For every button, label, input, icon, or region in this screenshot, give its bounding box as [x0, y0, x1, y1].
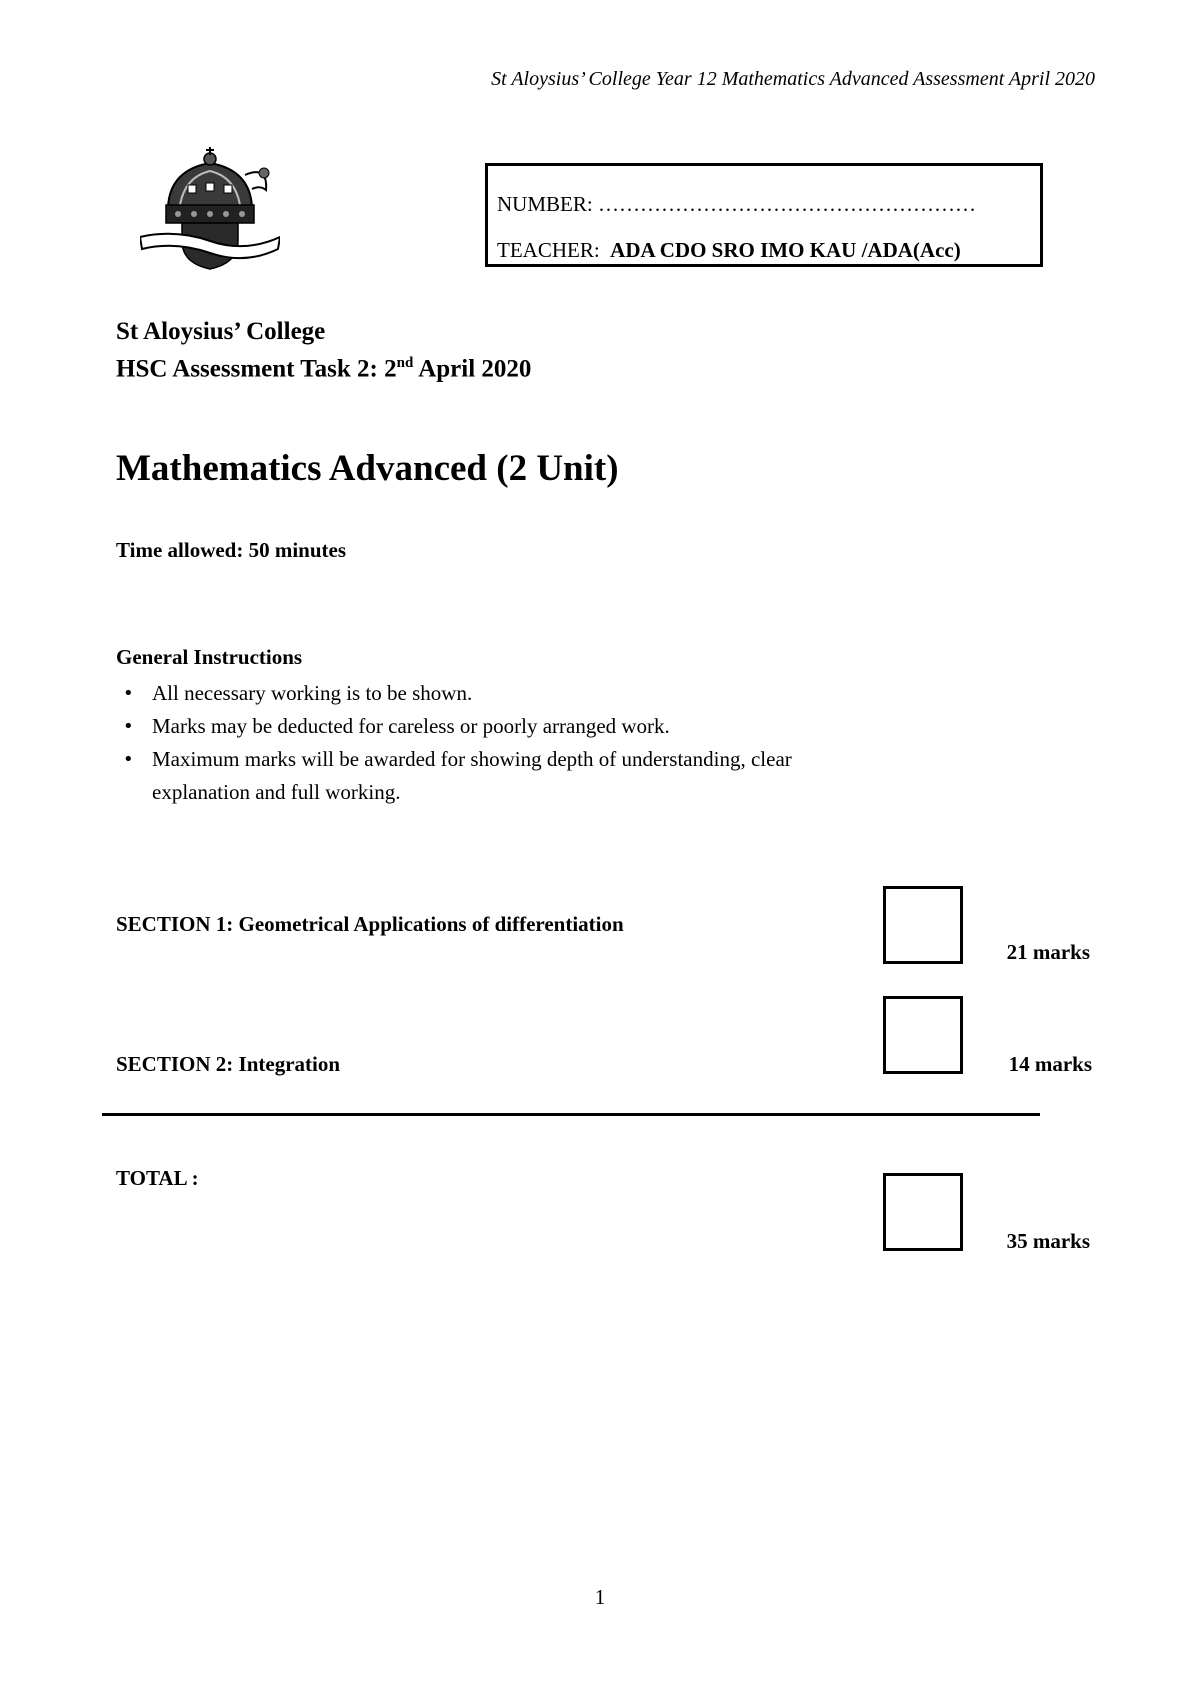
section-2-label: SECTION 2: Integration: [116, 1052, 341, 1076]
number-blank[interactable]: ………………………………………………: [597, 192, 976, 216]
task-ordinal: nd: [396, 355, 414, 371]
school-crest-icon: [140, 145, 280, 270]
teacher-codes[interactable]: ADA CDO SRO IMO KAU /ADA(Acc): [610, 238, 961, 262]
section-2-marks: 14 marks: [1008, 1052, 1092, 1076]
page-number: 1: [594, 1585, 606, 1609]
time-allowed: Time allowed: 50 minutes: [116, 538, 347, 562]
instruction-item: • Marks may be deducted for careless or poorly arranged work.: [116, 710, 876, 743]
teacher-field: [497, 238, 961, 263]
instruction-item: • Maximum marks will be awarded for showing depth of understanding, clear explanation and full working.: [116, 743, 876, 809]
instructions-list: [116, 677, 876, 809]
teacher-label: TEACHER:: [497, 238, 600, 262]
section-1-label: SECTION 1: Geometrical Applications of differentiation: [116, 912, 624, 936]
task-title: [116, 355, 531, 383]
student-number-field[interactable]: [497, 192, 976, 217]
number-label: NUMBER:: [497, 192, 593, 216]
total-label: TOTAL :: [116, 1166, 199, 1190]
subject-title: Mathematics Advanced (2 Unit): [116, 448, 619, 489]
instructions-title: General Instructions: [116, 645, 303, 669]
instruction-item: • All necessary working is to be shown.: [116, 677, 876, 710]
section-1-marks: 21 marks: [1006, 940, 1090, 964]
total-marks: 35 marks: [1006, 1229, 1090, 1253]
task-suffix: April 2020: [413, 355, 532, 383]
divider: [102, 1113, 1040, 1116]
college-name: St Aloysius’ College: [116, 318, 326, 345]
task-prefix: HSC Assessment Task 2: 2: [116, 355, 397, 383]
running-header: St Aloysius’ College Year 12 Mathematics Advanced Assessment April 2020: [491, 68, 1095, 90]
